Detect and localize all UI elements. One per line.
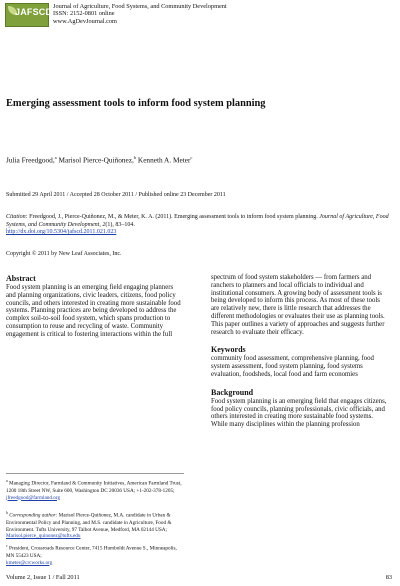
author-name: Julia Freedgood,	[6, 155, 55, 165]
right-column	[211, 274, 389, 429]
footnote-text: President, Crossroads Resource Center, 7415 Humboldt Avenue S., Minneapolis, MN 55423 USA;	[6, 545, 177, 559]
email-link[interactable]: Marisol.pierce_quinonez@tufts.edu	[6, 533, 81, 540]
author-name: Marisol Pierce-Quiñonez,	[56, 155, 134, 165]
author-name: Kenneth A. Meter	[136, 155, 191, 165]
page-number: 83	[385, 574, 392, 581]
abstract-text-continued: spectrum of food system stakeholders — from farmers and ranchers to planners and local officials to individual and institutional consumers. A growing body of assessment tools is being developed to inform this process. As most of these tools are relatively new, there is little research that addresses the different methodologies or evaluates their use as planning tools. This paper outlines a variety of approaches and suggests further research to evaluate their efficacy.	[211, 274, 385, 336]
submission-dates: Submitted 29 April 2011 / Accepted 28 October 2011 / Published online 23 December 2011	[6, 192, 226, 198]
footnote-mark: b	[6, 511, 8, 515]
left-column	[6, 274, 184, 339]
volume-issue: Volume 2, Issue 1 / Fall 2011	[6, 574, 80, 581]
background-heading: Background	[211, 387, 254, 397]
author-list	[6, 155, 192, 164]
journal-issn: ISSN: 2152-0801 online	[53, 10, 115, 18]
journal-logo	[5, 3, 53, 27]
citation-journal: Journal of Agriculture, Food Systems, and Community Development, 2	[6, 214, 389, 228]
article-title: Emerging assessment tools to inform food system planning	[6, 98, 266, 109]
doi-link[interactable]: http://dx.doi.org/10.5304/jafscd.2011.021.023	[6, 229, 117, 236]
footnote-b	[6, 510, 184, 540]
journal-name: Journal of Agriculture, Food Systems, and Community Development	[53, 3, 227, 10]
journal-website[interactable]: www.AgDevJournal.com	[53, 17, 117, 25]
citation-label: Citation:	[6, 214, 28, 220]
citation	[6, 214, 391, 237]
keywords-text: community food assessment, comprehensive planning, food system assessment, food system planning, food systems evaluation, foodsheds, local food and farm economies	[211, 355, 374, 378]
journal-info	[53, 3, 227, 25]
logo-text: JAFSCD	[15, 7, 53, 17]
keywords-heading: Keywords	[211, 345, 246, 355]
background-text: Food system planning is an emerging field that engages citizens, food policy councils, planning professionals, civic officials, and others interested in creating more sustainable food systems. While many disciplines within the planning profession	[211, 397, 387, 429]
email-link[interactable]: jfreedgood@farmland.org	[6, 494, 61, 501]
footnote-mark: c	[6, 544, 8, 548]
footnote-a	[6, 478, 184, 501]
footnote-text: Marisol Pierce-Quiñonez, M.A. candidate in Urban & Environmental Policy and Planning, and M.S. candidate in Agriculture, Food & Environment. Tufts University, 97 Talbot Avenue, Medford, MA 02144 USA;	[6, 512, 172, 533]
footnote-text: Managing Director, Farmland & Community Initiatives, American Farmland Trust, 1200 18th Street NW, Suite 600, Washington DC 20036 USA; +1-202-378-1205;	[6, 480, 182, 494]
email-link[interactable]: kmeter@crcworks.org	[6, 559, 53, 566]
author-mark: a	[54, 155, 57, 160]
author-mark: b	[133, 155, 137, 160]
author-mark: c	[190, 155, 193, 160]
citation-issue: (1), 83–104.	[105, 221, 135, 228]
footnote-divider	[6, 473, 184, 474]
footnote-mark: a	[6, 479, 8, 483]
page-footer	[6, 574, 392, 581]
citation-text: Freedgood, J., Pierce-Quiñonez, M., & Meter, K. A. (2011). Emerging assessment tools to inform food system planning.	[27, 214, 320, 220]
abstract-text: Food system planning is an emerging field engaging planners and planning organizations, civic leaders, citizens, food policy councils, and others interested in creating more sustainable food systems. Planning practices are being developed to address the complex soil-to-soil food system, which spans production to consumption to reuse and recycling of waste. Community engagement is critical to fostering interactions within the full	[6, 284, 181, 338]
footnote-c	[6, 543, 184, 566]
journal-header	[5, 3, 395, 29]
copyright: Copyright © 2011 by New Leaf Associates, Inc.	[6, 251, 122, 257]
footnote-label: Corresponding author:	[7, 512, 58, 519]
abstract-heading: Abstract	[6, 274, 36, 283]
